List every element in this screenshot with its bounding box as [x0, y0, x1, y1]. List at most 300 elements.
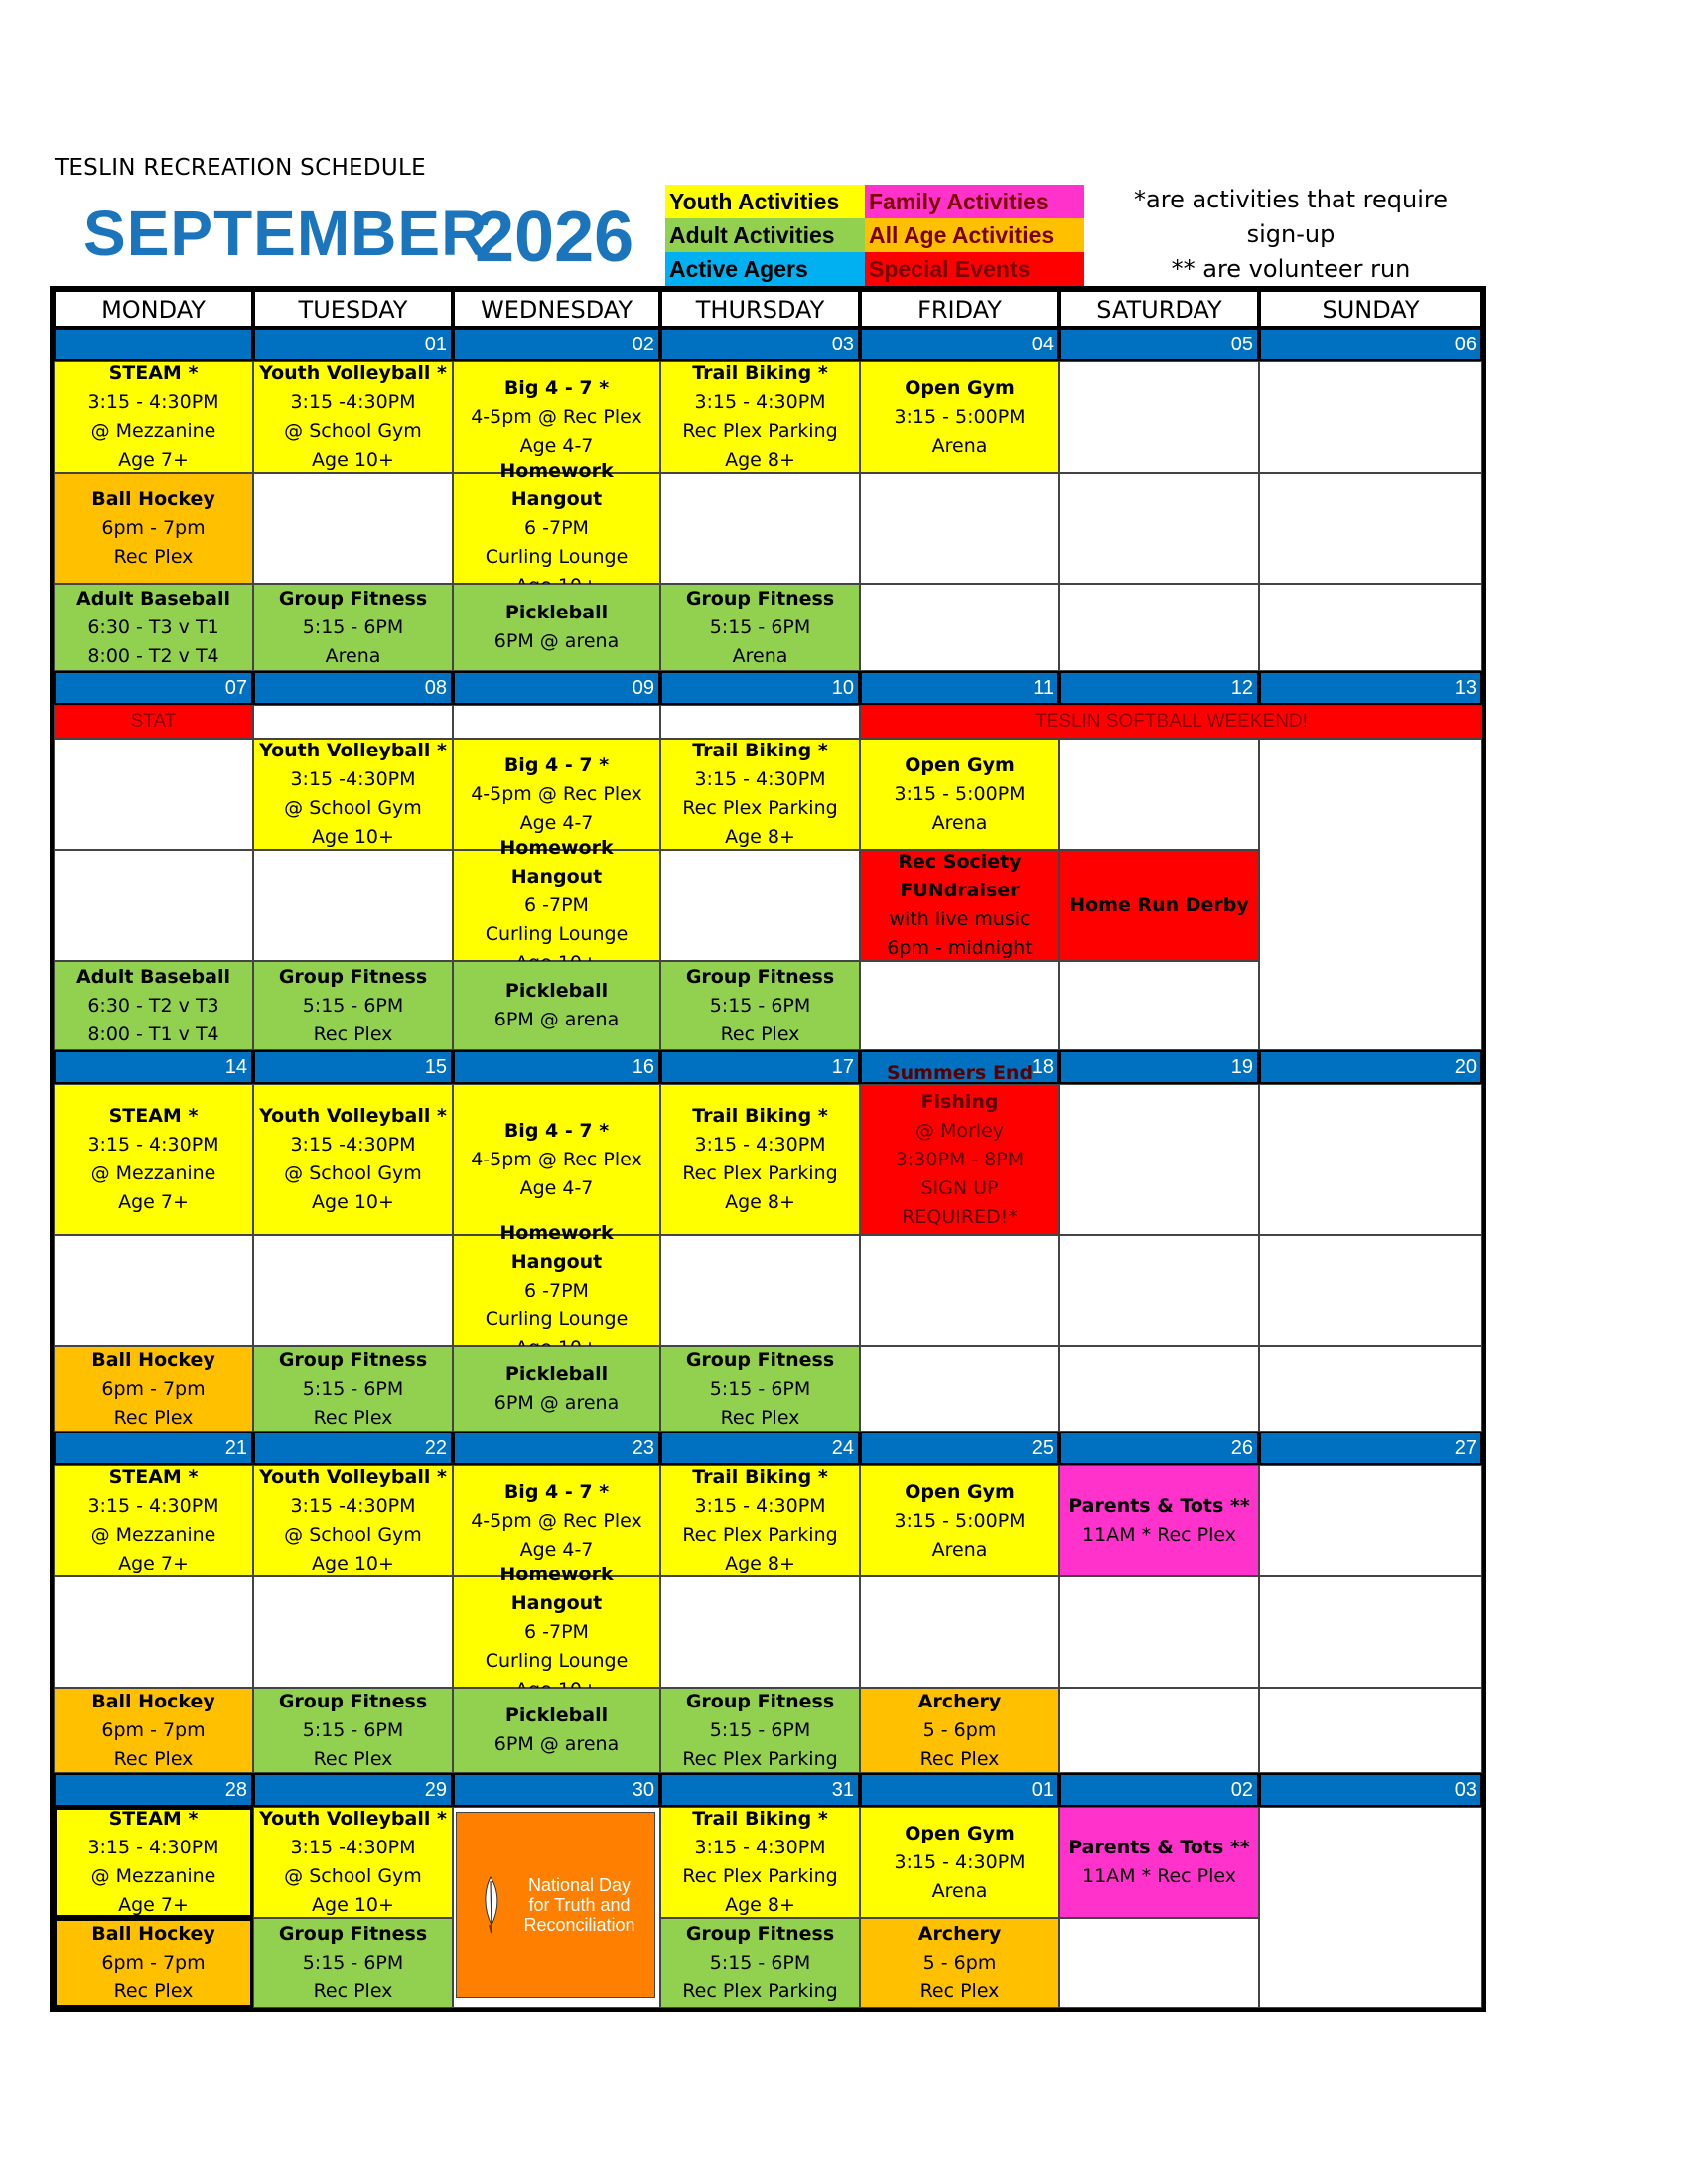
date-cell: 21 [54, 1432, 253, 1465]
activity-homerun[interactable] [1059, 850, 1259, 961]
empty-cell [1259, 1576, 1482, 1688]
activity-title: Group Fitness [685, 1348, 835, 1371]
date-cell: 03 [1259, 1773, 1482, 1807]
date-cell: 10 [660, 671, 860, 705]
legend-special: Special Events [865, 252, 1084, 286]
activity-detail: @ School Gym [284, 797, 422, 819]
activity-fitness-parking[interactable] [660, 1918, 860, 2008]
activity-detail: 8:00 - T1 v T4 [87, 1023, 219, 1045]
activity-detail: 6pm - 7pm [101, 1377, 206, 1400]
note-line: *are activities that require [1134, 186, 1448, 213]
activity-fitness-plex[interactable] [660, 1346, 860, 1432]
activity-detail: Arena [931, 1538, 988, 1561]
activity-detail: 5:15 - 6PM [709, 615, 811, 638]
activity-detail: 11AM * Rec Plex [1081, 1865, 1236, 1887]
empty-cell [660, 1576, 860, 1688]
date-cell: 31 [660, 1773, 860, 1807]
date-cell: 22 [253, 1432, 453, 1465]
empty-cell [1059, 1576, 1259, 1688]
activity-detail: Rec Plex [720, 1406, 800, 1429]
activity-title: Youth Volleyball * [259, 362, 447, 384]
activity-detail: Age 7+ [118, 449, 189, 471]
activity-detail: Rec Plex Parking [682, 420, 838, 442]
activity-detail: 3:15 - 5:00PM [894, 782, 1026, 805]
date-cell: 11 [860, 671, 1059, 705]
activity-archery[interactable] [860, 1918, 1059, 2008]
activity-title: Open Gym [905, 376, 1015, 399]
day-header-monday: MONDAY [54, 290, 253, 328]
activity-fitness-plex[interactable] [253, 1346, 453, 1432]
activity-detail: 11AM * Rec Plex [1081, 1524, 1236, 1546]
empty-cell [1059, 361, 1259, 473]
activity-detail: Age 4-7 [519, 1538, 594, 1561]
date-cell: 14 [54, 1050, 253, 1084]
empty-cell [660, 473, 860, 584]
activity-detail: Age 7+ [118, 1894, 189, 1916]
activity-homework[interactable] [453, 1221, 660, 1346]
activity-detail: Arena [931, 434, 988, 457]
activity-title: Homework Hangout [499, 459, 614, 510]
empty-cell [1059, 473, 1259, 584]
activity-title: Rec Society FUNdraiser [898, 851, 1022, 901]
empty-cell [1259, 584, 1482, 671]
activity-detail: 3:15 - 4:30PM [894, 1850, 1026, 1873]
activity-title: Pickleball [504, 980, 609, 1002]
ndtr-line: Reconciliation [523, 1915, 635, 1935]
activity-hockey[interactable] [54, 1918, 253, 2008]
activity-detail: 3:15 - 4:30PM [694, 1495, 826, 1517]
day-header-friday: FRIDAY [860, 290, 1059, 328]
empty-cell [1059, 1688, 1259, 1773]
empty-cell [1059, 1346, 1259, 1432]
activity-title: Summers End Fishing [886, 1061, 1034, 1113]
activity-fitness-plex[interactable] [253, 1918, 453, 2008]
activity-title: Group Fitness [278, 1690, 428, 1712]
empty-cell [860, 1346, 1059, 1432]
activity-homework[interactable] [453, 1563, 660, 1688]
activity-title: Pickleball [504, 602, 609, 623]
empty-cell [860, 584, 1059, 671]
softball-weekend-banner[interactable]: TESLIN SOFTBALL WEEKEND! [860, 705, 1482, 739]
activity-pickleball[interactable] [453, 584, 660, 671]
activity-title: Group Fitness [685, 965, 835, 988]
activity-detail: 6 -7PM [524, 1620, 589, 1643]
empty-cell [1059, 1084, 1259, 1235]
empty-cell [1259, 1807, 1482, 2008]
date-cell: 07 [54, 671, 253, 705]
date-cell: 06 [1259, 328, 1482, 361]
activity-pickleball[interactable] [453, 1688, 660, 1773]
activity-detail: Age 10+ [312, 826, 394, 848]
activity-opengym[interactable] [860, 361, 1059, 473]
activity-title: Youth Volleyball * [259, 1808, 447, 1830]
activity-title: Big 4 - 7 * [503, 1119, 610, 1142]
empty-cell [860, 1576, 1059, 1688]
activity-opengym[interactable] [860, 1465, 1059, 1576]
year-title: 2026 [475, 198, 634, 277]
activity-detail: Arena [931, 811, 988, 834]
activity-detail: Curling Lounge [485, 922, 629, 945]
activity-detail: Arena [325, 644, 381, 667]
activity-detail: 6PM @ arena [493, 1392, 620, 1414]
activity-title: Big 4 - 7 * [503, 753, 610, 776]
empty-cell [1059, 961, 1259, 1050]
activity-detail: Age 8+ [725, 826, 795, 848]
activity-detail: 3:15 - 5:00PM [894, 1509, 1026, 1532]
activity-detail: @ School Gym [284, 1162, 422, 1184]
activity-detail: 6PM @ arena [493, 630, 620, 652]
activity-detail: @ Morley [914, 1119, 1005, 1142]
activity-detail: 6 -7PM [524, 516, 589, 539]
ndtr-cell [453, 1807, 660, 2008]
activity-detail: @ Mezzanine [90, 1162, 216, 1184]
activity-detail: 5:15 - 6PM [709, 1718, 811, 1741]
activity-title: STEAM * [108, 1105, 199, 1127]
activity-detail: 3:15 - 5:00PM [894, 405, 1026, 428]
calendar-grid [54, 290, 1482, 2008]
activity-detail: 3:15 - 4:30PM [87, 391, 219, 413]
activity-detail: Rec Plex [313, 1406, 393, 1429]
date-cell: 19 [1059, 1050, 1259, 1084]
empty-cell [860, 473, 1059, 584]
activity-title: Adult Baseball [76, 965, 230, 988]
legend-adult: Adult Activities [665, 218, 865, 252]
empty-cell [1059, 739, 1259, 850]
activity-title: Ball Hockey [91, 487, 215, 510]
legend-active-agers: Active Agers [665, 252, 865, 286]
activity-opengym[interactable] [860, 739, 1059, 850]
ndtr-graphic [456, 1812, 655, 1998]
activity-detail: 6pm - 7pm [101, 1718, 206, 1741]
empty-cell [1259, 1084, 1482, 1235]
calendar [50, 286, 1486, 2012]
activity-detail: SIGN UP REQUIRED!* [902, 1176, 1018, 1228]
activity-detail: Curling Lounge [485, 1649, 629, 1672]
activity-detail: Arena [931, 1879, 988, 1902]
activity-title: Group Fitness [685, 587, 835, 610]
activity-title: Group Fitness [278, 1923, 428, 1945]
activity-detail: Curling Lounge [485, 545, 629, 568]
empty-cell [54, 739, 253, 850]
activity-trail[interactable] [660, 1084, 860, 1235]
empty-cell [253, 705, 453, 739]
date-cell: 25 [860, 1432, 1059, 1465]
empty-cell [1259, 473, 1482, 584]
day-header-thursday: THURSDAY [660, 290, 860, 328]
activity-detail: Rec Plex Parking [682, 797, 838, 819]
empty-cell [1059, 584, 1259, 671]
activity-title: Trail Biking * [692, 1105, 828, 1127]
date-cell: 29 [253, 1773, 453, 1807]
activity-volleyball[interactable] [253, 1084, 453, 1235]
activity-detail: @ School Gym [284, 420, 422, 442]
activity-fitness-parking[interactable] [660, 1688, 860, 1773]
activity-detail: Age 8+ [725, 1894, 795, 1916]
activity-title: STEAM * [108, 1808, 199, 1830]
date-cell: 30 [453, 1773, 660, 1807]
activity-hockey[interactable] [54, 1346, 253, 1432]
activity-detail: Rec Plex Parking [682, 1162, 838, 1184]
activity-title: Parents & Tots ** [1068, 1495, 1250, 1517]
feather-icon [476, 1875, 505, 1935]
activity-detail: 6PM @ arena [493, 1733, 620, 1755]
empty-cell [1259, 1346, 1482, 1432]
activity-detail: Age 8+ [725, 1191, 795, 1213]
date-cell: 17 [660, 1050, 860, 1084]
activity-detail: 6pm - 7pm [101, 1952, 206, 1974]
empty-cell [1059, 1235, 1259, 1346]
ndtr-line: National Day [527, 1875, 632, 1895]
activity-detail: 6PM @ arena [493, 1009, 620, 1030]
date-cell: 27 [1259, 1432, 1482, 1465]
activity-detail: 3:15 -4:30PM [290, 391, 416, 413]
empty-cell [453, 705, 660, 739]
activity-detail: Rec Plex Parking [682, 1865, 838, 1887]
activity-detail: 6 -7PM [524, 893, 589, 916]
empty-cell [54, 850, 253, 961]
date-cell: 12 [1059, 671, 1259, 705]
activity-fitness-plex[interactable] [660, 961, 860, 1050]
activity-trail[interactable] [660, 1807, 860, 1918]
date-cell: 02 [1059, 1773, 1259, 1807]
activity-fitness-plex[interactable] [253, 1688, 453, 1773]
activity-title: Ball Hockey [91, 1923, 215, 1945]
activity-steam[interactable] [54, 1807, 253, 1918]
activity-detail: Rec Plex [113, 1747, 194, 1770]
activity-title: Group Fitness [278, 965, 428, 988]
activity-detail: 3:15 - 4:30PM [694, 768, 826, 790]
activity-trail[interactable] [660, 1465, 860, 1576]
activity-title: Homework Hangout [499, 1221, 614, 1273]
activity-title: Trail Biking * [692, 362, 828, 384]
activity-detail: Age 10+ [312, 1191, 394, 1213]
activity-detail: Age 4-7 [519, 434, 594, 457]
activity-detail: 3:30PM - 8PM [895, 1148, 1025, 1170]
activity-title: Open Gym [905, 753, 1015, 776]
activity-detail: Age 8+ [725, 1553, 795, 1574]
date-cell: 02 [453, 328, 660, 361]
activity-steam[interactable] [54, 361, 253, 473]
date-cell: 16 [453, 1050, 660, 1084]
activity-title: Group Fitness [685, 1690, 835, 1712]
date-cell: 24 [660, 1432, 860, 1465]
activity-detail: 6pm - midnight [887, 937, 1033, 959]
activity-detail: 5:15 - 6PM [302, 1377, 404, 1400]
activity-title: Group Fitness [685, 1923, 835, 1945]
date-cell: 04 [860, 328, 1059, 361]
activity-parents[interactable] [1059, 1807, 1259, 1918]
day-header-sunday: SUNDAY [1259, 290, 1482, 328]
empty-cell [660, 705, 860, 739]
activity-detail: 3:15 -4:30PM [290, 1495, 416, 1517]
activity-detail: Rec Plex [919, 1980, 1000, 2002]
signup-note [1112, 183, 1470, 287]
activity-detail: Rec Plex [113, 545, 194, 568]
date-cell [54, 328, 253, 361]
empty-cell [1259, 361, 1482, 473]
activity-detail: 5:15 - 6PM [709, 1377, 811, 1400]
date-cell: 03 [660, 328, 860, 361]
activity-fundraiser[interactable] [860, 850, 1059, 961]
legend [665, 185, 1084, 286]
empty-cell [253, 1576, 453, 1688]
activity-pickleball[interactable] [453, 961, 660, 1050]
empty-cell [253, 850, 453, 961]
activity-opengym-oct[interactable] [860, 1807, 1059, 1918]
activity-volleyball[interactable] [253, 361, 453, 473]
empty-cell [1259, 1465, 1482, 1576]
note-line: ** are volunteer run [1171, 255, 1411, 283]
activity-title: Homework Hangout [499, 836, 614, 887]
activity-detail: Age 8+ [725, 449, 795, 471]
activity-fitness-arena[interactable] [660, 584, 860, 671]
activity-detail: 5:15 - 6PM [709, 1952, 811, 1974]
activity-detail: 6:30 - T3 v T1 [87, 615, 219, 638]
activity-detail: 5:15 - 6PM [709, 994, 811, 1017]
activity-title: STEAM * [108, 362, 199, 384]
activity-title: Trail Biking * [692, 740, 828, 761]
activity-title: Youth Volleyball * [259, 740, 447, 761]
date-cell: 26 [1059, 1432, 1259, 1465]
activity-title: Parents & Tots ** [1068, 1837, 1250, 1858]
activity-detail: 3:15 -4:30PM [290, 1837, 416, 1858]
activity-baseball2[interactable] [54, 961, 253, 1050]
date-cell: 28 [54, 1773, 253, 1807]
activity-fitness-arena[interactable] [253, 584, 453, 671]
activity-title: Big 4 - 7 * [503, 376, 610, 399]
month-title: SEPTEMBER [83, 198, 489, 269]
activity-hockey[interactable] [54, 473, 253, 584]
activity-detail: Age 10+ [312, 1553, 394, 1574]
activity-title: Trail Biking * [692, 1466, 828, 1488]
activity-detail: @ Mezzanine [90, 420, 216, 442]
activity-title: Homework Hangout [499, 1563, 614, 1614]
date-cell: 18 [860, 1050, 1059, 1084]
activity-title: Open Gym [905, 1822, 1015, 1844]
activity-trail[interactable] [660, 361, 860, 473]
activity-detail: Rec Plex [919, 1747, 1000, 1770]
stat-banner: STAT [54, 705, 253, 739]
activity-detail: Rec Plex Parking [682, 1747, 838, 1770]
activity-detail: 5:15 - 6PM [302, 1718, 404, 1741]
activity-detail: 5 - 6pm [922, 1952, 997, 1974]
activity-detail: @ Mezzanine [90, 1865, 216, 1887]
activity-volleyball[interactable] [253, 1807, 453, 1918]
empty-cell [860, 1235, 1059, 1346]
empty-cell [253, 473, 453, 584]
activity-big4[interactable] [453, 1084, 660, 1235]
activity-detail: @ School Gym [284, 1865, 422, 1887]
activity-steam[interactable] [54, 1465, 253, 1576]
day-header-wednesday: WEDNESDAY [453, 290, 660, 328]
date-cell: 08 [253, 671, 453, 705]
activity-detail: 6:30 - T2 v T3 [87, 994, 219, 1017]
activity-hockey[interactable] [54, 1688, 253, 1773]
activity-fitness-plex[interactable] [253, 961, 453, 1050]
activity-title: Trail Biking * [692, 1808, 828, 1830]
activity-detail: Rec Plex [720, 1023, 800, 1045]
activity-detail: 3:15 -4:30PM [290, 1134, 416, 1156]
empty-cell [1259, 739, 1482, 1050]
activity-title: Group Fitness [278, 587, 428, 610]
activity-title: Youth Volleyball * [259, 1105, 447, 1127]
activity-detail: Rec Plex [313, 1023, 393, 1045]
legend-family: Family Activities [865, 185, 1084, 218]
activity-title: Archery [917, 1923, 1002, 1945]
empty-cell [660, 1235, 860, 1346]
empty-cell [1259, 1688, 1482, 1773]
activity-detail: Age 4-7 [519, 811, 594, 834]
activity-detail: Curling Lounge [485, 1307, 629, 1330]
activity-volleyball[interactable] [253, 739, 453, 850]
activity-detail: with live music [889, 908, 1031, 930]
empty-cell [1259, 1235, 1482, 1346]
activity-detail: 5 - 6pm [922, 1718, 997, 1741]
activity-detail: 3:15 - 4:30PM [87, 1134, 219, 1156]
activity-detail: 4-5pm @ Rec Plex [471, 1148, 642, 1170]
activity-detail: 5:15 - 6PM [302, 994, 404, 1017]
activity-detail: Age 7+ [118, 1191, 189, 1213]
activity-detail: Rec Plex Parking [682, 1980, 838, 2002]
activity-title: Group Fitness [278, 1348, 428, 1371]
activity-title: Adult Baseball [76, 587, 230, 610]
ndtr-label [523, 1875, 634, 1935]
activity-parents[interactable] [1059, 1465, 1259, 1576]
activity-detail: @ Mezzanine [90, 1524, 216, 1546]
activity-detail: Rec Plex [313, 1980, 393, 2002]
activity-detail: 6pm - 7pm [101, 516, 206, 539]
activity-detail: 3:15 -4:30PM [290, 768, 416, 790]
date-cell: 15 [253, 1050, 453, 1084]
date-cell: 09 [453, 671, 660, 705]
date-cell: 23 [453, 1432, 660, 1465]
activity-archery[interactable] [860, 1688, 1059, 1773]
activity-detail: Age 10+ [312, 1894, 394, 1916]
activity-steam[interactable] [54, 1084, 253, 1235]
activity-title: Archery [917, 1690, 1002, 1712]
activity-detail: Age 7+ [118, 1553, 189, 1574]
activity-title: Ball Hockey [91, 1348, 215, 1371]
date-cell: 01 [860, 1773, 1059, 1807]
empty-cell [660, 850, 860, 961]
activity-baseball1[interactable] [54, 584, 253, 671]
activity-detail: 3:15 - 4:30PM [87, 1495, 219, 1517]
note-line: sign-up [1246, 220, 1336, 248]
activity-title: Pickleball [504, 1705, 609, 1726]
activity-detail: Rec Plex [313, 1747, 393, 1770]
activity-title: Home Run Derby [1069, 893, 1249, 916]
activity-detail: Rec Plex Parking [682, 1524, 838, 1546]
activity-detail: 4-5pm @ Rec Plex [471, 782, 642, 805]
activity-pickleball[interactable] [453, 1346, 660, 1432]
day-header-saturday: SATURDAY [1059, 290, 1259, 328]
activity-trail[interactable] [660, 739, 860, 850]
activity-detail: 3:15 - 4:30PM [694, 391, 826, 413]
activity-volleyball[interactable] [253, 1465, 453, 1576]
empty-cell [253, 1235, 453, 1346]
activity-detail: Age 10+ [312, 449, 394, 471]
activity-homework[interactable] [453, 836, 660, 961]
activity-homework[interactable] [453, 459, 660, 584]
activity-title: Youth Volleyball * [259, 1466, 447, 1488]
activity-detail: 3:15 - 4:30PM [87, 1837, 219, 1858]
date-cell: 05 [1059, 328, 1259, 361]
activity-detail: Rec Plex [113, 1406, 194, 1429]
activity-detail: 3:15 - 4:30PM [694, 1837, 826, 1858]
activity-detail: Rec Plex [113, 1980, 194, 2002]
empty-cell [54, 1576, 253, 1688]
activity-detail: 5:15 - 6PM [302, 615, 404, 638]
